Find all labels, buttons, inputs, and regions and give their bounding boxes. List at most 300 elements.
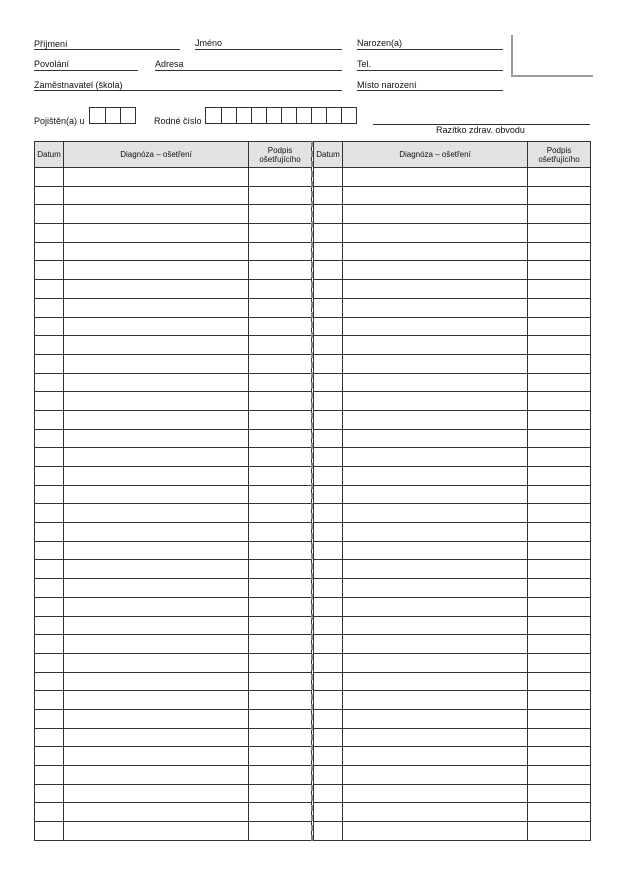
diagnosis-cell[interactable]: [64, 224, 249, 243]
signature-cell[interactable]: [249, 523, 312, 542]
date-cell[interactable]: [314, 579, 343, 598]
table-row: [314, 784, 591, 803]
diagnosis-cell[interactable]: [343, 410, 528, 429]
signature-cell[interactable]: [249, 448, 312, 467]
corner-mark: [511, 35, 593, 77]
table-row: [314, 448, 591, 467]
date-cell[interactable]: [314, 504, 343, 523]
table-row: [314, 803, 591, 822]
date-cell[interactable]: [314, 410, 343, 429]
date-cell[interactable]: [314, 523, 343, 542]
date-cell[interactable]: [314, 205, 343, 224]
table-row: [35, 523, 312, 542]
signature-cell[interactable]: [249, 429, 312, 448]
date-cell[interactable]: [314, 691, 343, 710]
born-label: Narozen(a): [357, 38, 403, 48]
diagnosis-cell[interactable]: [64, 261, 249, 280]
table-row: [314, 691, 591, 710]
diagnosis-cell[interactable]: [64, 672, 249, 691]
date-cell[interactable]: [314, 672, 343, 691]
date-cell[interactable]: [35, 168, 64, 187]
signature-cell[interactable]: [249, 261, 312, 280]
table-row: [314, 635, 591, 654]
diagnosis-cell[interactable]: [343, 467, 528, 486]
col-header-diagnosis: Diagnóza – ošetření: [343, 142, 528, 168]
date-cell[interactable]: [314, 560, 343, 579]
diagnosis-cell[interactable]: [343, 485, 528, 504]
date-cell[interactable]: [314, 635, 343, 654]
date-cell[interactable]: [314, 541, 343, 560]
date-cell[interactable]: [35, 541, 64, 560]
signature-cell[interactable]: [249, 298, 312, 317]
date-cell[interactable]: [35, 373, 64, 392]
table-row: [314, 541, 591, 560]
date-cell[interactable]: [35, 616, 64, 635]
table-row: [314, 373, 591, 392]
digit-box[interactable]: [281, 108, 296, 123]
table-row: [35, 298, 312, 317]
date-cell[interactable]: [35, 298, 64, 317]
signature-cell[interactable]: [249, 317, 312, 336]
diagnosis-cell[interactable]: [343, 261, 528, 280]
col-header-date: Datum: [314, 142, 343, 168]
diagnosis-cell[interactable]: [343, 336, 528, 355]
diagnosis-cell[interactable]: [343, 205, 528, 224]
date-cell[interactable]: [314, 616, 343, 635]
table-row: [35, 541, 312, 560]
date-cell[interactable]: [35, 803, 64, 822]
digit-box[interactable]: [341, 108, 356, 123]
table-row: [314, 728, 591, 747]
signature-cell[interactable]: [528, 261, 591, 280]
date-cell[interactable]: [35, 186, 64, 205]
signature-cell[interactable]: [528, 354, 591, 373]
table-row: [35, 429, 312, 448]
diagnosis-cell[interactable]: [343, 653, 528, 672]
table-row: [314, 485, 591, 504]
signature-cell[interactable]: [528, 485, 591, 504]
diagnosis-cell[interactable]: [343, 168, 528, 187]
date-cell[interactable]: [35, 766, 64, 785]
date-cell[interactable]: [35, 354, 64, 373]
signature-cell[interactable]: [528, 672, 591, 691]
diagnosis-cell[interactable]: [64, 485, 249, 504]
diagnosis-cell[interactable]: [343, 597, 528, 616]
date-cell[interactable]: [35, 317, 64, 336]
signature-cell[interactable]: [528, 336, 591, 355]
digit-box[interactable]: [90, 108, 105, 123]
date-cell[interactable]: [314, 803, 343, 822]
table-row: [314, 168, 591, 187]
insurer-code-boxes[interactable]: [89, 107, 136, 124]
date-cell[interactable]: [314, 373, 343, 392]
employer-label: Zaměstnavatel (škola): [34, 80, 123, 90]
date-cell[interactable]: [35, 242, 64, 261]
signature-cell[interactable]: [249, 485, 312, 504]
signature-cell[interactable]: [528, 653, 591, 672]
date-cell[interactable]: [35, 410, 64, 429]
signature-cell[interactable]: [528, 560, 591, 579]
table-row: [314, 467, 591, 486]
signature-cell[interactable]: [528, 597, 591, 616]
date-cell[interactable]: [35, 467, 64, 486]
date-cell[interactable]: [314, 709, 343, 728]
date-cell[interactable]: [35, 597, 64, 616]
table-row: [35, 635, 312, 654]
diagnosis-cell[interactable]: [64, 354, 249, 373]
date-cell[interactable]: [314, 336, 343, 355]
signature-cell[interactable]: [249, 224, 312, 243]
diagnosis-cell[interactable]: [343, 354, 528, 373]
phone-label: Tel.: [357, 59, 372, 69]
date-cell[interactable]: [35, 728, 64, 747]
date-cell[interactable]: [35, 653, 64, 672]
signature-cell[interactable]: [528, 709, 591, 728]
table-row: [35, 448, 312, 467]
diagnosis-cell[interactable]: [343, 448, 528, 467]
diagnosis-cell[interactable]: [343, 784, 528, 803]
date-cell[interactable]: [35, 691, 64, 710]
occupation-label: Povolání: [34, 59, 70, 69]
date-cell[interactable]: [314, 448, 343, 467]
diagnosis-cell[interactable]: [64, 373, 249, 392]
signature-cell[interactable]: [249, 635, 312, 654]
signature-cell[interactable]: [249, 392, 312, 411]
date-cell[interactable]: [35, 336, 64, 355]
diagnosis-cell[interactable]: [64, 803, 249, 822]
signature-cell[interactable]: [249, 766, 312, 785]
signature-cell[interactable]: [528, 298, 591, 317]
date-cell[interactable]: [314, 728, 343, 747]
date-cell[interactable]: [314, 766, 343, 785]
signature-cell[interactable]: [249, 560, 312, 579]
insured-label: Pojištěn(a) u: [34, 116, 85, 126]
signature-cell[interactable]: [528, 429, 591, 448]
diagnosis-cell[interactable]: [343, 224, 528, 243]
diagnosis-cell[interactable]: [64, 541, 249, 560]
date-cell[interactable]: [314, 280, 343, 299]
signature-cell[interactable]: [249, 653, 312, 672]
diagnosis-cell[interactable]: [64, 336, 249, 355]
diagnosis-cell[interactable]: [64, 242, 249, 261]
table-row: [35, 280, 312, 299]
digit-box[interactable]: [326, 108, 341, 123]
date-cell[interactable]: [314, 224, 343, 243]
digit-box[interactable]: [236, 108, 251, 123]
date-cell[interactable]: [35, 523, 64, 542]
diagnosis-cell[interactable]: [343, 616, 528, 635]
diagnosis-cell[interactable]: [343, 298, 528, 317]
address-line[interactable]: [155, 70, 342, 71]
diagnosis-cell[interactable]: [64, 766, 249, 785]
signature-cell[interactable]: [528, 579, 591, 598]
signature-cell[interactable]: [528, 504, 591, 523]
diagnosis-cell[interactable]: [64, 429, 249, 448]
signature-cell[interactable]: [528, 224, 591, 243]
table-row: [35, 261, 312, 280]
signature-cell[interactable]: [528, 205, 591, 224]
signature-cell[interactable]: [249, 467, 312, 486]
table-row: [35, 766, 312, 785]
diagnosis-cell[interactable]: [343, 280, 528, 299]
table-row: [35, 373, 312, 392]
table-row: [314, 822, 591, 841]
date-cell[interactable]: [314, 467, 343, 486]
diagnosis-cell[interactable]: [64, 467, 249, 486]
date-cell[interactable]: [35, 392, 64, 411]
signature-cell[interactable]: [528, 186, 591, 205]
date-cell[interactable]: [314, 653, 343, 672]
signature-cell[interactable]: [528, 635, 591, 654]
diagnosis-cell[interactable]: [343, 803, 528, 822]
diagnosis-cell[interactable]: [64, 280, 249, 299]
digit-box[interactable]: [311, 108, 326, 123]
date-cell[interactable]: [35, 747, 64, 766]
diagnosis-cell[interactable]: [343, 186, 528, 205]
signature-cell[interactable]: [249, 410, 312, 429]
birthplace-line[interactable]: [357, 90, 503, 91]
table-row: [314, 354, 591, 373]
date-cell[interactable]: [35, 709, 64, 728]
date-cell[interactable]: [35, 635, 64, 654]
table-row: [314, 747, 591, 766]
table-row: [314, 392, 591, 411]
table-row: [35, 560, 312, 579]
surname-label: Příjmení: [34, 39, 68, 49]
diagnosis-cell[interactable]: [64, 728, 249, 747]
date-cell[interactable]: [35, 261, 64, 280]
diagnosis-cell[interactable]: [64, 504, 249, 523]
diagnosis-cell[interactable]: [343, 523, 528, 542]
date-cell[interactable]: [35, 579, 64, 598]
diagnosis-cell[interactable]: [64, 691, 249, 710]
signature-cell[interactable]: [249, 354, 312, 373]
employer-line[interactable]: [34, 90, 342, 91]
table-row: [314, 579, 591, 598]
date-cell[interactable]: [314, 822, 343, 841]
diagnosis-cell[interactable]: [343, 728, 528, 747]
diagnosis-cell[interactable]: [64, 410, 249, 429]
table-row: [35, 747, 312, 766]
table-row: [314, 280, 591, 299]
table-row: [314, 410, 591, 429]
diagnosis-cell[interactable]: [343, 766, 528, 785]
date-cell[interactable]: [314, 485, 343, 504]
signature-cell[interactable]: [249, 822, 312, 841]
signature-cell[interactable]: [528, 523, 591, 542]
diagnosis-cell[interactable]: [64, 653, 249, 672]
signature-cell[interactable]: [528, 616, 591, 635]
records-table-right: [313, 141, 591, 841]
date-cell[interactable]: [35, 504, 64, 523]
signature-cell[interactable]: [249, 280, 312, 299]
diagnosis-cell[interactable]: [64, 168, 249, 187]
table-row: [35, 728, 312, 747]
signature-cell[interactable]: [528, 410, 591, 429]
diagnosis-cell[interactable]: [64, 186, 249, 205]
signature-cell[interactable]: [249, 579, 312, 598]
signature-cell[interactable]: [528, 373, 591, 392]
diagnosis-cell[interactable]: [64, 709, 249, 728]
table-row: [314, 205, 591, 224]
table-row: [35, 803, 312, 822]
digit-box[interactable]: [296, 108, 311, 123]
signature-cell[interactable]: [249, 597, 312, 616]
diagnosis-cell[interactable]: [64, 205, 249, 224]
signature-cell[interactable]: [249, 728, 312, 747]
born-line[interactable]: [357, 49, 503, 50]
signature-cell[interactable]: [249, 242, 312, 261]
date-cell[interactable]: [35, 280, 64, 299]
diagnosis-cell[interactable]: [64, 317, 249, 336]
birth-number-boxes[interactable]: [205, 107, 357, 124]
birthplace-label: Místo narození: [357, 80, 417, 90]
diagnosis-cell[interactable]: [343, 560, 528, 579]
date-cell[interactable]: [35, 672, 64, 691]
diagnosis-cell[interactable]: [343, 429, 528, 448]
birth-number-label: Rodné číslo: [154, 116, 202, 126]
signature-cell[interactable]: [528, 728, 591, 747]
date-cell[interactable]: [314, 317, 343, 336]
signature-cell[interactable]: [528, 541, 591, 560]
date-cell[interactable]: [35, 822, 64, 841]
table-row: [314, 504, 591, 523]
diagnosis-cell[interactable]: [343, 635, 528, 654]
digit-box[interactable]: [221, 108, 236, 123]
table-row: [35, 168, 312, 187]
diagnosis-cell[interactable]: [64, 784, 249, 803]
signature-cell[interactable]: [528, 168, 591, 187]
signature-cell[interactable]: [249, 373, 312, 392]
date-cell[interactable]: [314, 597, 343, 616]
date-cell[interactable]: [314, 298, 343, 317]
signature-cell[interactable]: [249, 205, 312, 224]
diagnosis-cell[interactable]: [343, 504, 528, 523]
date-cell[interactable]: [35, 560, 64, 579]
signature-cell[interactable]: [528, 784, 591, 803]
signature-cell[interactable]: [528, 242, 591, 261]
diagnosis-cell[interactable]: [343, 747, 528, 766]
col-header-date: Datum: [35, 142, 64, 168]
diagnosis-cell[interactable]: [64, 822, 249, 841]
diagnosis-cell[interactable]: [64, 747, 249, 766]
date-cell[interactable]: [35, 429, 64, 448]
signature-cell[interactable]: [249, 747, 312, 766]
date-cell[interactable]: [314, 168, 343, 187]
date-cell[interactable]: [314, 429, 343, 448]
date-cell[interactable]: [35, 205, 64, 224]
diagnosis-cell[interactable]: [64, 579, 249, 598]
diagnosis-cell[interactable]: [64, 635, 249, 654]
signature-cell[interactable]: [249, 504, 312, 523]
diagnosis-cell[interactable]: [64, 616, 249, 635]
phone-line[interactable]: [357, 70, 503, 71]
signature-cell[interactable]: [249, 336, 312, 355]
diagnosis-cell[interactable]: [64, 298, 249, 317]
surname-line[interactable]: [34, 49, 180, 50]
occupation-line[interactable]: [34, 70, 138, 71]
table-row: [35, 336, 312, 355]
signature-cell[interactable]: [528, 467, 591, 486]
signature-cell[interactable]: [528, 280, 591, 299]
signature-cell[interactable]: [249, 541, 312, 560]
signature-cell[interactable]: [528, 822, 591, 841]
col-header-diagnosis: Diagnóza – ošetření: [64, 142, 249, 168]
date-cell[interactable]: [314, 261, 343, 280]
diagnosis-cell[interactable]: [64, 560, 249, 579]
signature-cell[interactable]: [528, 691, 591, 710]
signature-cell[interactable]: [528, 317, 591, 336]
table-row: [314, 653, 591, 672]
diagnosis-cell[interactable]: [64, 523, 249, 542]
diagnosis-cell[interactable]: [64, 448, 249, 467]
diagnosis-cell[interactable]: [343, 242, 528, 261]
signature-cell[interactable]: [249, 186, 312, 205]
signature-cell[interactable]: [528, 803, 591, 822]
date-cell[interactable]: [314, 354, 343, 373]
diagnosis-cell[interactable]: [343, 392, 528, 411]
diagnosis-cell[interactable]: [343, 672, 528, 691]
table-row: [35, 467, 312, 486]
diagnosis-cell[interactable]: [343, 691, 528, 710]
signature-cell[interactable]: [249, 168, 312, 187]
diagnosis-cell[interactable]: [64, 392, 249, 411]
signature-cell[interactable]: [528, 448, 591, 467]
table-row: [35, 392, 312, 411]
date-cell[interactable]: [314, 242, 343, 261]
diagnosis-cell[interactable]: [343, 373, 528, 392]
diagnosis-cell[interactable]: [343, 579, 528, 598]
signature-cell[interactable]: [249, 709, 312, 728]
signature-cell[interactable]: [249, 784, 312, 803]
signature-cell[interactable]: [528, 392, 591, 411]
signature-cell[interactable]: [249, 803, 312, 822]
signature-cell[interactable]: [528, 766, 591, 785]
signature-cell[interactable]: [528, 747, 591, 766]
table-row: [314, 261, 591, 280]
diagnosis-cell[interactable]: [343, 709, 528, 728]
table-row: [314, 597, 591, 616]
date-cell[interactable]: [35, 784, 64, 803]
date-cell[interactable]: [314, 784, 343, 803]
signature-cell[interactable]: [249, 691, 312, 710]
digit-box[interactable]: [120, 108, 135, 123]
digit-box[interactable]: [251, 108, 266, 123]
signature-cell[interactable]: [249, 616, 312, 635]
date-cell[interactable]: [35, 224, 64, 243]
first-name-line[interactable]: [195, 49, 342, 50]
date-cell[interactable]: [35, 485, 64, 504]
date-cell[interactable]: [314, 186, 343, 205]
digit-box[interactable]: [206, 108, 221, 123]
signature-cell[interactable]: [249, 672, 312, 691]
digit-box[interactable]: [105, 108, 120, 123]
date-cell[interactable]: [314, 747, 343, 766]
date-cell[interactable]: [35, 448, 64, 467]
date-cell[interactable]: [314, 392, 343, 411]
diagnosis-cell[interactable]: [343, 317, 528, 336]
diagnosis-cell[interactable]: [343, 822, 528, 841]
table-row: [35, 822, 312, 841]
table-row: [314, 317, 591, 336]
table-row: [314, 560, 591, 579]
digit-box[interactable]: [266, 108, 281, 123]
table-row: [35, 784, 312, 803]
table-row: [35, 205, 312, 224]
diagnosis-cell[interactable]: [64, 597, 249, 616]
diagnosis-cell[interactable]: [343, 541, 528, 560]
table-row: [314, 766, 591, 785]
